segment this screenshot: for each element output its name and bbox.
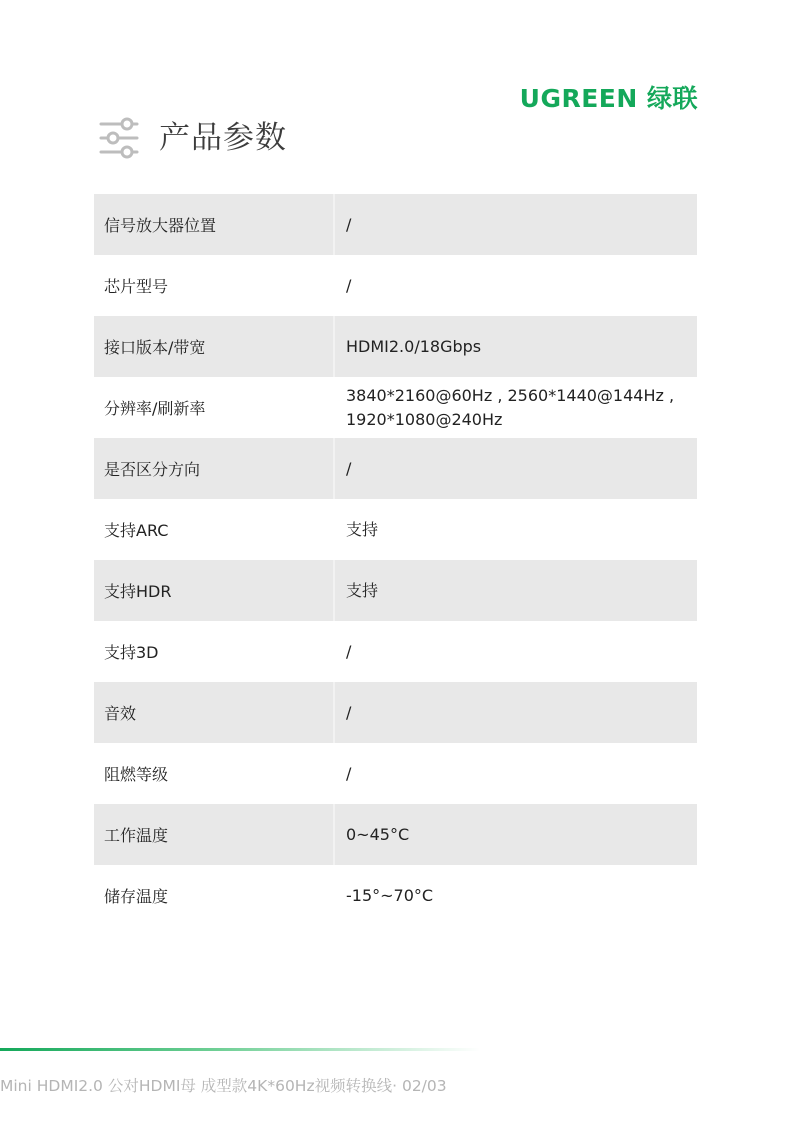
sliders-icon <box>99 116 139 160</box>
spec-row <box>94 560 697 621</box>
section-header <box>99 116 287 160</box>
spec-value: 支持 <box>346 519 379 539</box>
spec-row <box>94 621 697 682</box>
spec-value: 0~45°C <box>346 824 410 844</box>
spec-label: 是否区分方向 <box>94 438 335 499</box>
spec-value: -15°~70°C <box>346 885 434 905</box>
spec-value: HDMI2.0/18Gbps <box>346 336 482 356</box>
spec-value: 3840*2160@60Hz , 2560*1440@144Hz , 1920*1080@240Hz <box>346 385 675 429</box>
footer-divider <box>0 1048 480 1051</box>
spec-label: 支持HDR <box>94 560 335 621</box>
spec-value: / <box>346 275 352 295</box>
spec-table <box>94 194 697 926</box>
spec-value: / <box>346 702 352 722</box>
brand-logo: UGREEN 绿联 <box>519 84 698 113</box>
spec-label: 音效 <box>94 682 335 743</box>
footer-caption: Mini HDMI2.0 公对HDMI母 成型款4K*60Hz视频转换线· 02/03 <box>0 1077 447 1095</box>
spec-label: 工作温度 <box>94 804 335 865</box>
spec-label: 支持ARC <box>104 521 169 540</box>
spec-row <box>94 499 697 560</box>
spec-value: / <box>346 214 352 234</box>
spec-label: 接口版本/带宽 <box>94 316 335 377</box>
spec-row <box>94 682 697 743</box>
spec-row <box>94 865 697 926</box>
spec-row <box>94 377 697 438</box>
spec-row <box>94 438 697 499</box>
spec-value: / <box>346 641 352 661</box>
spec-label: 信号放大器位置 <box>94 194 335 255</box>
spec-value: / <box>346 763 352 783</box>
spec-row <box>94 743 697 804</box>
spec-row <box>94 255 697 316</box>
spec-label: 储存温度 <box>104 887 169 906</box>
spec-value: / <box>346 458 352 478</box>
spec-row <box>94 804 697 865</box>
spec-label: 分辨率/刷新率 <box>104 399 206 418</box>
spec-label: 支持3D <box>104 643 159 662</box>
spec-label: 阻燃等级 <box>104 765 169 784</box>
spec-row <box>94 194 697 255</box>
spec-label: 芯片型号 <box>104 277 169 296</box>
page-title: 产品参数 <box>159 120 287 156</box>
spec-row <box>94 316 697 377</box>
spec-value: 支持 <box>346 580 379 600</box>
